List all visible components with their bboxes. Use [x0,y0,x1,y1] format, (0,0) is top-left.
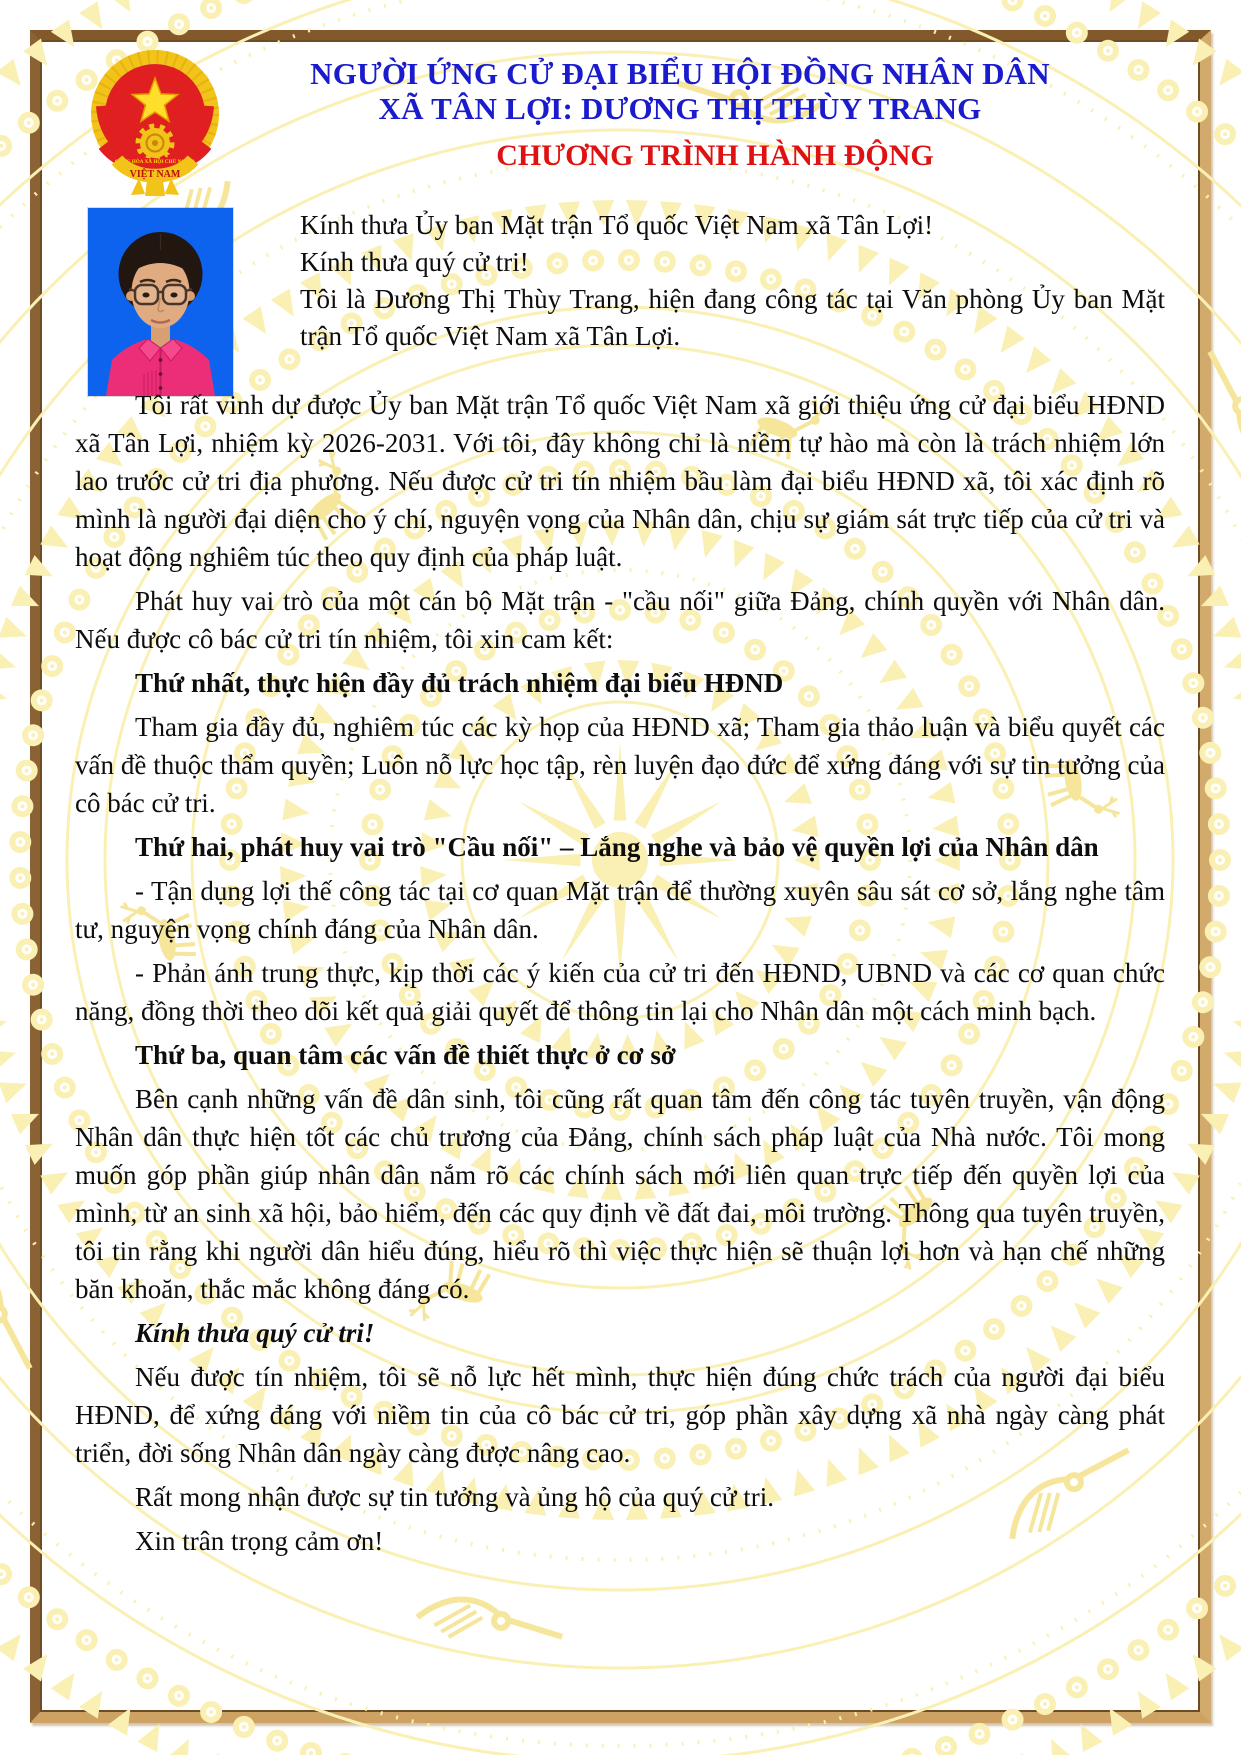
candidate-portrait-photo [88,208,233,396]
emblem-banner-bottom-text: VIỆT NAM [129,169,181,180]
body-paragraph: Tôi rất vinh dự được Ủy ban Mặt trận Tổ quốc Việt Nam xã giới thiệu ứng cử đại biểu HĐND xã Tân Lợi, nhiệm kỳ 2026-2031. Với tôi, đây không chỉ là niềm tự hào mà còn là trách nhiệm lớn lao trước cử tri địa phương. Nếu được cử tri tín nhiệm bầu làm đại biểu HĐND xã, tôi xác định rõ mình là người đại diện cho ý chí, nguyện vọng của Nhân dân, chịu sự giám sát trực tiếp của cử tri và hoạt động nghiêm túc theo quy định của pháp luật. [75,390,1165,572]
header [240,56,1120,173]
intro-block [300,207,1165,355]
body-paragraph: - Tận dụng lợi thế công tác tại cơ quan Mặt trận để thường xuyên sâu sát cơ sở, lắng nghe tâm tư, nguyện vọng chính đáng của Nhân dân. [75,876,1165,944]
body-paragraph: Xin trân trọng cảm ơn! [135,1526,384,1556]
section-heading: Thứ hai, phát huy vai trò "Cầu nối" – Lắng nghe và bảo vệ quyền lợi của Nhân dân [135,832,1099,862]
body-paragraph: Tham gia đầy đủ, nghiêm túc các kỳ họp của HĐND xã; Tham gia thảo luận và biểu quyết các vấn đề thuộc thẩm quyền; Luôn nỗ lực học tập, rèn luyện đạo đức để xứng đáng với sự tin tưởng của cô bác cử tri. [75,712,1165,818]
body-paragraph: - Phản ánh trung thực, kịp thời các ý kiến của cử tri đến HĐND, UBND và các cơ quan chức năng, đồng thời theo dõi kết quả giải quyết để thông tin lại cho Nhân dân một cách minh bạch. [75,958,1165,1026]
body-paragraph: Phát huy vai trò của một cán bộ Mặt trận - "cầu nối" giữa Đảng, chính quyền với Nhân dân. Nếu được cô bác cử tri tín nhiệm, tôi xin cam kết: [75,586,1165,654]
section-heading: Kính thưa quý cử tri! [135,1318,375,1348]
body-paragraph: Bên cạnh những vấn đề dân sinh, tôi cũng rất quan tâm đến công tác tuyên truyền, vận động Nhân dân thực hiện tốt các chủ trương của Đảng, chính sách pháp luật của Nhà nước. Tôi mong muốn góp phần giúp nhân dân nắm rõ các chính sách mới liên quan trực tiếp đến quyền lợi của mình, từ an sinh xã hội, bảo hiểm, đến các quy định về đất đai, môi trường. Thông qua tuyên truyền, tôi tin rằng khi người dân hiểu đúng, hiểu rõ thì việc thực hiện sẽ thuận lợi hơn và hạn chế những băn khoăn, thắc mắc không đáng có. [75,1084,1165,1304]
salutation-line: Kính thưa Ủy ban Mặt trận Tổ quốc Việt Nam xã Tân Lợi! [300,210,934,240]
page-title-line2: XÃ TÂN LỢI: DƯƠNG THỊ THÙY TRANG [378,91,982,126]
body-paragraph: Rất mong nhận được sự tin tưởng và ủng hộ của quý cử tri. [135,1482,774,1512]
intro-paragraph: Tôi là Dương Thị Thùy Trang, hiện đang công tác tại Văn phòng Ủy ban Mặt trận Tổ quốc Việt Nam xã Tân Lợi. [300,284,1165,351]
vietnam-national-emblem-icon [83,48,227,198]
page-subtitle: CHƯƠNG TRÌNH HÀNH ĐỘNG [496,139,934,172]
section-heading: Thứ nhất, thực hiện đầy đủ trách nhiệm đại biểu HĐND [135,668,784,698]
body-paragraphs [75,386,1165,1566]
section-heading: Thứ ba, quan tâm các vấn đề thiết thực ở cơ sở [135,1040,676,1070]
page-title-line1: NGƯỜI ỨNG CỬ ĐẠI BIỂU HỘI ĐỒNG NHÂN DÂN [310,56,1050,91]
body-paragraph: Nếu được tín nhiệm, tôi sẽ nỗ lực hết mình, thực hiện đúng chức trách của người đại biểu HĐND, để xứng đáng với niềm tin của cô bác cử tri, góp phần xây dựng xã nhà ngày càng phát triển, đời sống Nhân dân ngày càng được nâng cao. [75,1362,1165,1468]
salutation-line: Kính thưa quý cử tri! [300,247,529,277]
emblem-banner-top-text: CỘNG HÒA XÃ HỘI CHỦ NGHĨA [114,159,196,165]
